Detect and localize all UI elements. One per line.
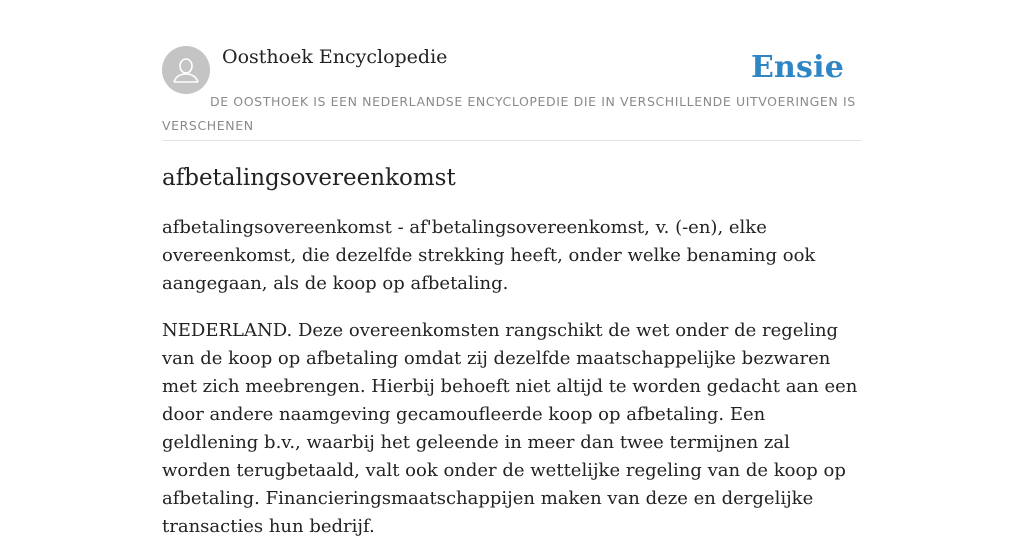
ensie-logo[interactable]: Ensie — [750, 50, 844, 85]
site-tagline: DE OOSTHOEK IS EEN NEDERLANDSE ENCYCLOPEDIE DIE IN VERSCHILLENDE UITVOERINGEN IS VERSCHENEN — [162, 94, 856, 133]
site-header — [162, 46, 862, 141]
article-title: afbetalingsovereenkomst — [162, 165, 456, 191]
article-paragraph: NEDERLAND. Deze overeenkomsten rangschikt de wet onder de regeling van de koop op afbetaling omdat zij dezelfde maatschappelijke bezwaren met zich meebrengen. Hierbij behoeft niet altijd te worden gedacht aan een door andere naamgeving gecamoufleerde koop op afbetaling. Een geldlening b.v., waarbij het geleende in meer dan twee termijnen zal worden terugbetaald, valt ook onder de wettelijke regeling van de koop op afbetaling. Financieringsmaatschappijen maken van deze en dergelijke transacties hun bedrijf. — [162, 320, 858, 537]
site-name-link[interactable]: Oosthoek Encyclopedie — [222, 46, 448, 68]
article-paragraph: afbetalingsovereenkomst - af'betalingsovereenkomst, v. (-en), elke overeenkomst, die dezelfde strekking heeft, onder welke benaming ook aangegaan, als de koop op afbetaling. — [162, 217, 816, 294]
user-placeholder-icon[interactable] — [162, 46, 210, 94]
article — [162, 160, 862, 541]
